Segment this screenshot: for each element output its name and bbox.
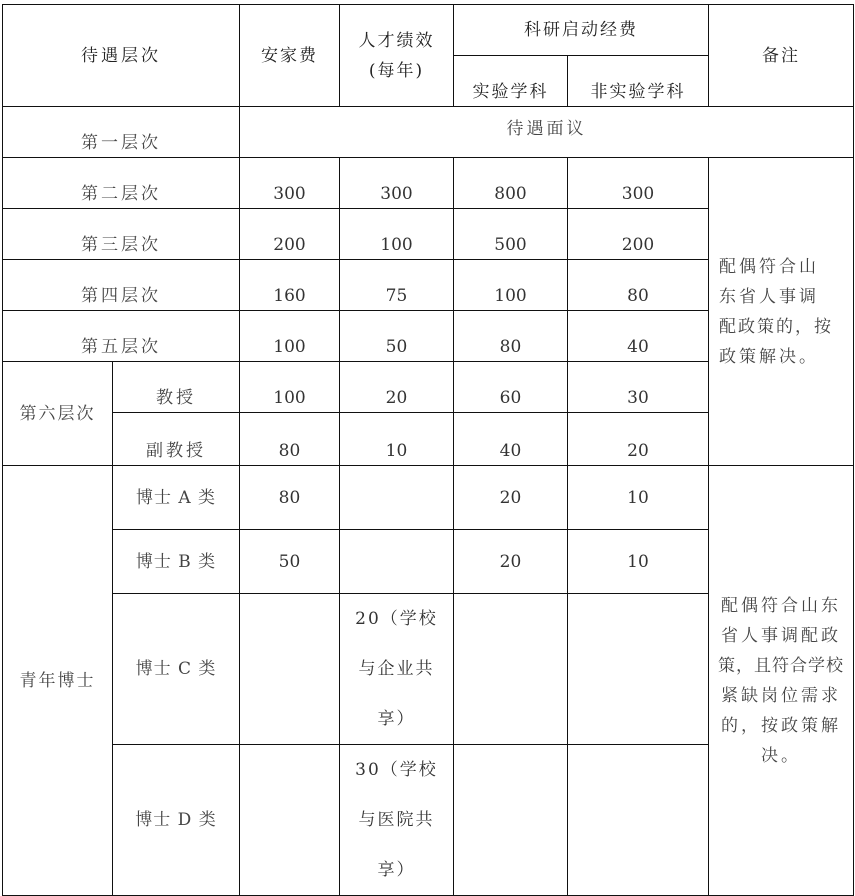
performance-line: 享） — [377, 860, 416, 880]
note-line: 配偶符合山 — [719, 256, 819, 277]
experimental-cell: 80 — [454, 311, 568, 362]
header-research-nonexperimental: 非实验学科 — [568, 56, 709, 107]
performance-line: 享） — [377, 709, 416, 729]
performance-cell — [340, 745, 454, 896]
header-performance — [340, 5, 454, 107]
experimental-cell: 800 — [454, 158, 568, 209]
experimental-cell — [454, 745, 568, 896]
performance-line: 30（学校 — [355, 760, 438, 780]
row-sublabel: 教授 — [113, 362, 240, 413]
table-row — [3, 158, 854, 209]
row-label: 第五层次 — [3, 311, 240, 362]
nonexperimental-cell — [568, 594, 709, 745]
nonexperimental-cell: 30 — [568, 362, 709, 413]
performance-cell: 100 — [340, 209, 454, 260]
note-line: 省人事调配政 — [721, 625, 841, 646]
performance-cell: 10 — [340, 413, 454, 466]
housing-cell — [240, 594, 340, 745]
header-research: 科研启动经费 — [454, 5, 709, 56]
performance-cell: 75 — [340, 260, 454, 311]
performance-line: 20（学校 — [355, 609, 438, 629]
housing-cell: 80 — [240, 466, 340, 530]
row-label: 第一层次 — [3, 107, 240, 158]
note-line: 配政策的，按 — [719, 316, 833, 337]
note-line: 政策解决。 — [719, 346, 819, 367]
performance-cell — [340, 466, 454, 530]
experimental-cell — [454, 594, 568, 745]
housing-cell — [240, 745, 340, 896]
note-line: 配偶符合山东 — [721, 595, 841, 616]
performance-cell: 20 — [340, 362, 454, 413]
note-line: 的，按政策解 — [721, 715, 841, 736]
performance-cell: 300 — [340, 158, 454, 209]
negotiable-cell: 待遇面议 — [240, 107, 854, 158]
performance-cell — [340, 594, 454, 745]
row-sublabel: 博士 C 类 — [113, 594, 240, 745]
header-performance-line1: 人才绩效 — [358, 30, 435, 51]
performance-cell — [340, 530, 454, 594]
housing-cell: 160 — [240, 260, 340, 311]
experimental-cell: 40 — [454, 413, 568, 466]
experimental-cell: 20 — [454, 530, 568, 594]
table-row — [3, 466, 854, 530]
header-remark: 备注 — [709, 5, 854, 107]
housing-cell: 80 — [240, 413, 340, 466]
note-line: 紧缺岗位需求 — [721, 685, 841, 706]
row-sublabel: 博士 B 类 — [113, 530, 240, 594]
nonexperimental-cell: 10 — [568, 530, 709, 594]
nonexperimental-cell: 20 — [568, 413, 709, 466]
row-group-label: 青年博士 — [3, 466, 113, 896]
row-group-label: 第六层次 — [3, 362, 113, 466]
performance-line: 与医院共 — [358, 810, 435, 830]
housing-cell: 100 — [240, 362, 340, 413]
performance-line: 与企业共 — [358, 659, 435, 679]
row-sublabel: 副教授 — [113, 413, 240, 466]
note-line: 东省人事调 — [719, 286, 819, 307]
note-line: 决。 — [761, 745, 801, 766]
nonexperimental-cell: 40 — [568, 311, 709, 362]
row-sublabel: 博士 A 类 — [113, 466, 240, 530]
nonexperimental-cell: 300 — [568, 158, 709, 209]
row-label: 第四层次 — [3, 260, 240, 311]
nonexperimental-cell: 10 — [568, 466, 709, 530]
experimental-cell: 60 — [454, 362, 568, 413]
header-level: 待遇层次 — [3, 5, 240, 107]
housing-cell: 100 — [240, 311, 340, 362]
performance-cell: 50 — [340, 311, 454, 362]
experimental-cell: 100 — [454, 260, 568, 311]
note-line: 策，且符合学校 — [718, 655, 844, 676]
housing-cell: 200 — [240, 209, 340, 260]
experimental-cell: 20 — [454, 466, 568, 530]
row-label: 第二层次 — [3, 158, 240, 209]
housing-cell: 300 — [240, 158, 340, 209]
header-housing: 安家费 — [240, 5, 340, 107]
header-performance-line2: (每年) — [368, 60, 425, 81]
row-label: 第三层次 — [3, 209, 240, 260]
nonexperimental-cell — [568, 745, 709, 896]
housing-cell: 50 — [240, 530, 340, 594]
nonexperimental-cell: 200 — [568, 209, 709, 260]
experimental-cell: 500 — [454, 209, 568, 260]
remark-note-1 — [709, 158, 854, 466]
benefits-table — [2, 4, 854, 896]
header-research-experimental: 实验学科 — [454, 56, 568, 107]
row-sublabel: 博士 D 类 — [113, 745, 240, 896]
remark-note-2 — [709, 466, 854, 896]
table-row — [3, 107, 854, 158]
nonexperimental-cell: 80 — [568, 260, 709, 311]
